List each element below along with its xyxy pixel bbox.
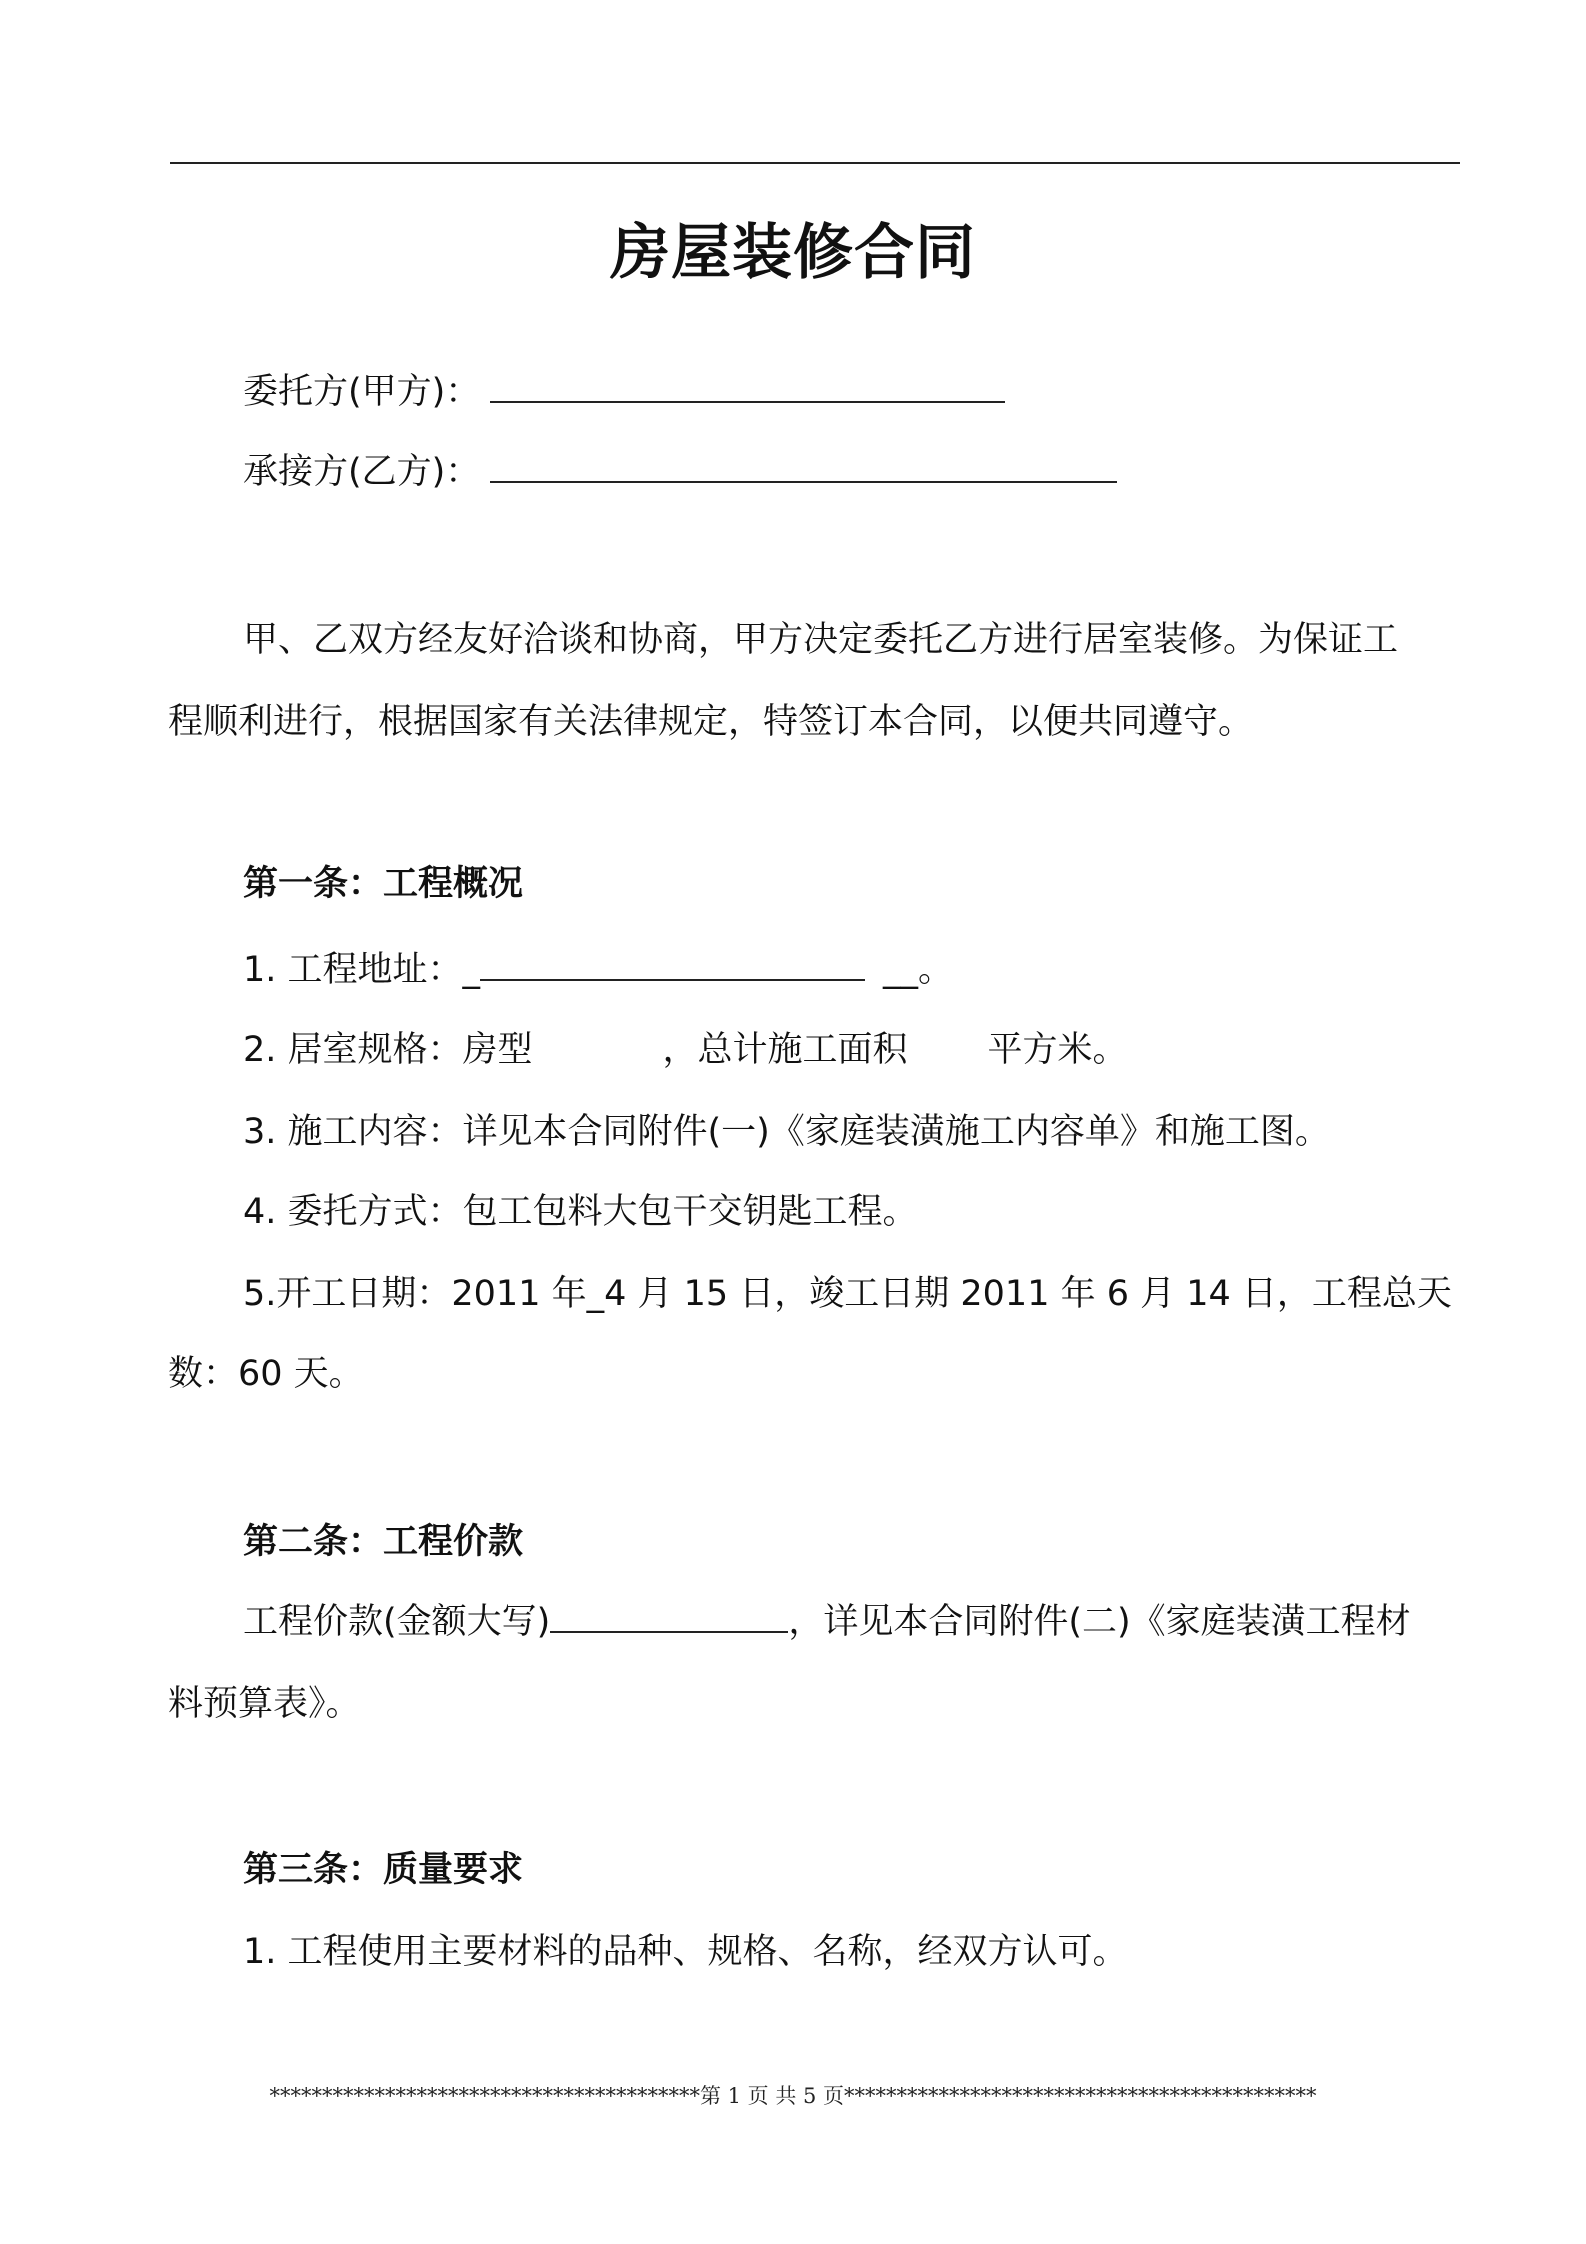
article1-item2 [243, 1028, 1128, 1072]
party-a-label: 委托方(甲方)： [243, 372, 481, 412]
party-a-row [243, 370, 1005, 414]
area-unit: 平方米。 [987, 1030, 1128, 1070]
address-suffix: __。 [883, 950, 954, 990]
price-blank[interactable] [550, 1601, 788, 1633]
article1-item4: 4. 委托方式：包工包料大包干交钥匙工程。 [243, 1192, 918, 1232]
article1-item3: 3. 施工内容：详见本合同附件(一)《家庭装潢施工内容单》和施工图。 [243, 1112, 1330, 1152]
price-suffix: ，详见本合同附件(二)《家庭装潢工程材 [788, 1602, 1411, 1642]
room-type-label: 2. 居室规格：房型 [243, 1030, 533, 1070]
address-blank[interactable] [480, 949, 865, 981]
article3-heading: 第三条：质量要求 [243, 1850, 524, 1890]
party-b-row [243, 450, 1117, 494]
article1-heading: 第一条：工程概况 [243, 864, 524, 904]
article2-line1 [243, 1600, 1411, 1644]
intro-line-2: 程顺利进行，根据国家有关法律规定，特签订本合同，以便共同遵守。 [168, 702, 1254, 742]
article1-item1 [243, 948, 953, 992]
area-label: ，总计施工面积 [662, 1030, 908, 1070]
address-label: 1. 工程地址：_ [243, 950, 481, 990]
document-title: 房屋装修合同 [610, 218, 976, 288]
page-footer: *****************************************第 1 页 共 5 页********************************************* [269, 2084, 1317, 2108]
article3-item1: 1. 工程使用主要材料的品种、规格、名称，经双方认可。 [243, 1932, 1128, 1972]
party-b-label: 承接方(乙方)： [243, 452, 481, 492]
article1-item5-line2: 数：60 天。 [168, 1354, 364, 1394]
intro-line-1: 甲、乙双方经友好洽谈和协商，甲方决定委托乙方进行居室装修。为保证工 [243, 620, 1399, 660]
article2-heading: 第二条：工程价款 [243, 1522, 524, 1562]
article2-line2: 料预算表》。 [168, 1684, 361, 1724]
party-b-blank[interactable] [490, 451, 1117, 483]
party-a-blank[interactable] [490, 371, 1005, 403]
header-rule [170, 162, 1460, 164]
price-label: 工程价款(金额大写) [243, 1602, 551, 1642]
article1-item5-line1: 5.开工日期：2011 年_4 月 15 日，竣工日期 2011 年 6 月 14 日，工程总天 [243, 1274, 1452, 1314]
